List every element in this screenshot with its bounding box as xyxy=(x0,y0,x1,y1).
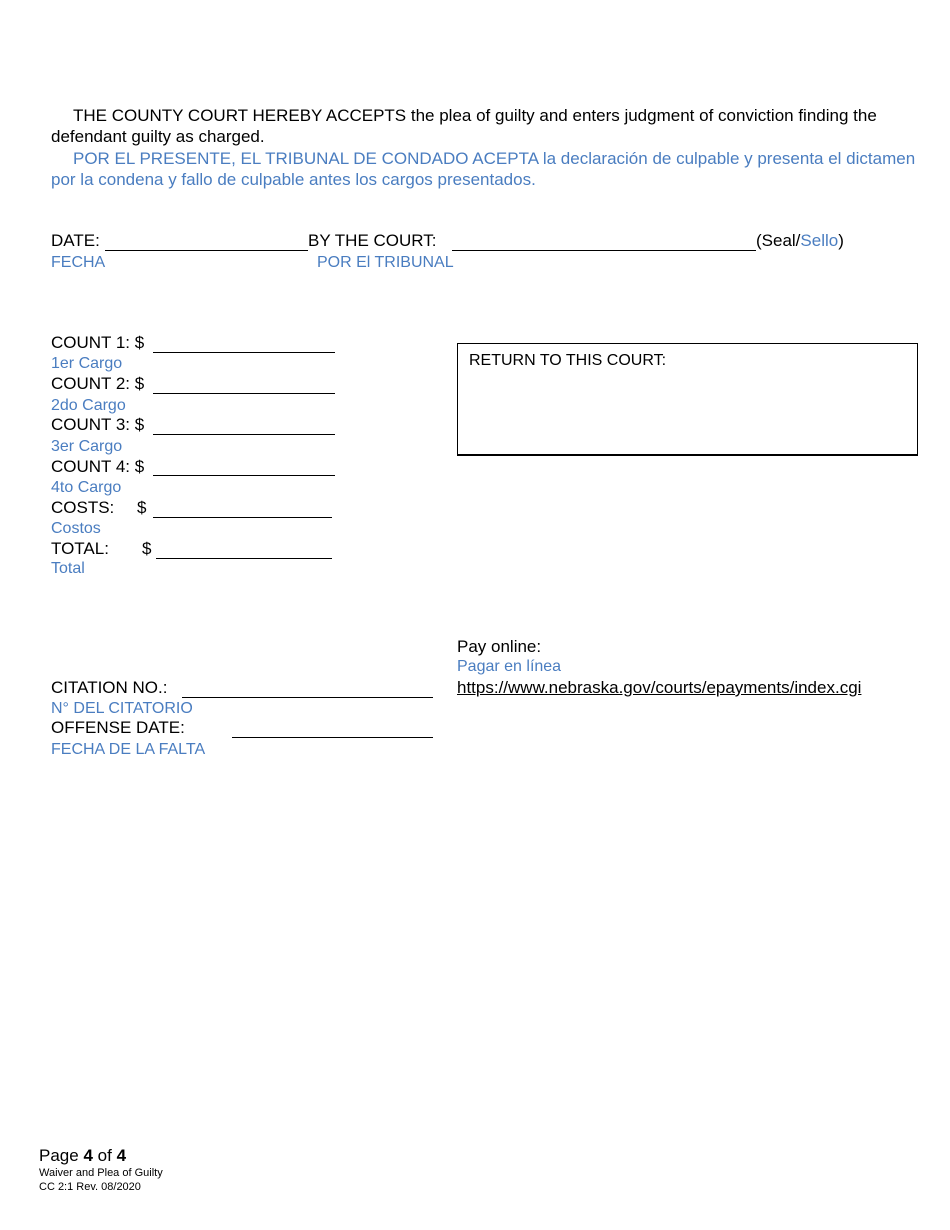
offense-date-label: OFFENSE DATE: xyxy=(51,718,185,737)
form-title: Waiver and Plea of Guilty xyxy=(39,1167,163,1179)
pay-online-label-es: Pagar en línea xyxy=(457,658,562,675)
date-label: DATE: xyxy=(51,231,100,250)
count-1-field[interactable] xyxy=(153,352,335,353)
citation-number-field[interactable] xyxy=(182,697,433,698)
return-address-box[interactable] xyxy=(457,343,918,456)
count-1-label: COUNT 1: $ xyxy=(51,333,145,352)
total-field[interactable] xyxy=(156,558,332,559)
total-dollar: $ xyxy=(142,539,152,558)
page-of: of xyxy=(97,1146,112,1165)
page-number xyxy=(39,1146,126,1166)
seal-es: Sello xyxy=(800,231,839,250)
pay-online-label: Pay online: xyxy=(457,637,542,656)
form-code: CC 2:1 Rev. 08/2020 xyxy=(39,1181,141,1193)
offense-date-label-es: FECHA DE LA FALTA xyxy=(51,741,206,758)
count-3-label-es: 3er Cargo xyxy=(51,438,123,455)
count-2-label-es: 2do Cargo xyxy=(51,397,126,414)
page-current: 4 xyxy=(83,1146,93,1165)
date-label-es: FECHA xyxy=(51,254,106,271)
total-label-es: Total xyxy=(51,560,85,577)
count-3-label: COUNT 3: $ xyxy=(51,415,145,434)
citation-number-label: CITATION NO.: xyxy=(51,678,168,697)
acceptance-spanish xyxy=(51,148,921,190)
costs-dollar: $ xyxy=(137,498,147,517)
return-box-label: RETURN TO THIS COURT: xyxy=(469,352,667,369)
court-label: BY THE COURT: xyxy=(308,231,437,250)
acceptance-english-text: THE COUNTY COURT HEREBY ACCEPTS the plea of guilty and enters judgment of conviction finding the defendant guilty as charged. xyxy=(51,106,877,146)
count-2-label: COUNT 2: $ xyxy=(51,374,145,393)
count-2-field[interactable] xyxy=(153,393,335,394)
total-label: TOTAL: xyxy=(51,539,109,558)
page-prefix: Page xyxy=(39,1146,79,1165)
costs-label-es: Costos xyxy=(51,520,101,537)
seal-open: (Seal/ xyxy=(756,231,801,250)
payment-url-link[interactable]: https://www.nebraska.gov/courts/epayments/index.cgi xyxy=(457,678,862,697)
count-4-field[interactable] xyxy=(153,475,335,476)
date-field[interactable] xyxy=(105,250,308,251)
count-3-field[interactable] xyxy=(153,434,335,435)
acceptance-english xyxy=(51,105,921,147)
page-total: 4 xyxy=(116,1146,127,1165)
citation-number-label-es: N° DEL CITATORIO xyxy=(51,700,193,717)
court-label-es: POR El TRIBUNAL xyxy=(317,254,454,271)
offense-date-field[interactable] xyxy=(232,737,433,738)
acceptance-spanish-text: POR EL PRESENTE, EL TRIBUNAL DE CONDADO ACEPTA la declaración de culpable y presenta el dictamen por la condena y fallo de culpable antes los cargos presentados. xyxy=(51,149,916,189)
seal-close: ) xyxy=(838,231,844,250)
seal-label xyxy=(756,231,844,251)
count-4-label-es: 4to Cargo xyxy=(51,479,122,496)
count-1-label-es: 1er Cargo xyxy=(51,355,123,372)
costs-field[interactable] xyxy=(153,517,332,518)
court-signature-field[interactable] xyxy=(452,250,756,251)
costs-label: COSTS: xyxy=(51,498,115,517)
count-4-label: COUNT 4: $ xyxy=(51,457,145,476)
